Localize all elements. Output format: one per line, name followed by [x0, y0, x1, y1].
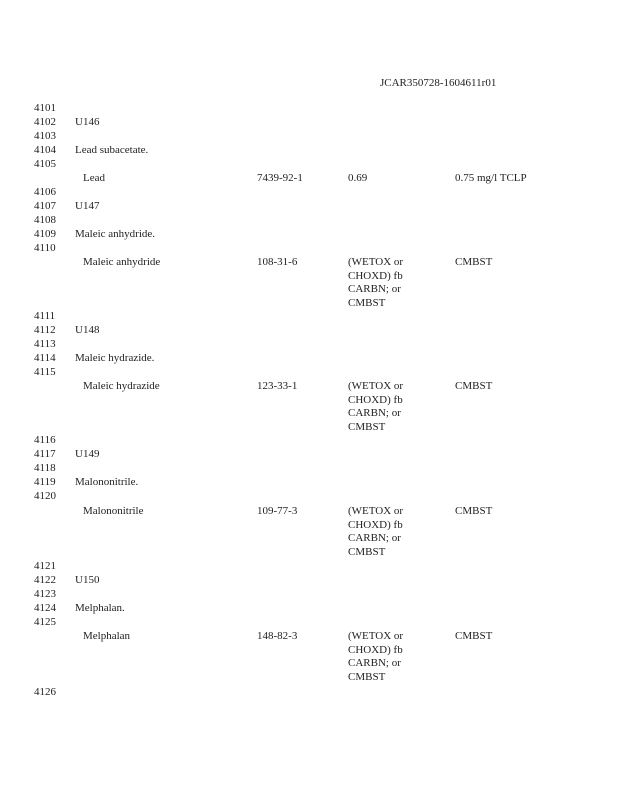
- wastewater-standard: 0.69: [348, 172, 368, 184]
- line-number: 4125: [34, 616, 56, 628]
- waste-code: U150: [75, 574, 100, 586]
- line-number: 4118: [34, 462, 56, 474]
- wastewater-standard: (WETOX or CHOXD) fb CARBN; or CMBST: [348, 256, 404, 310]
- line-number: 4116: [34, 434, 56, 446]
- waste-code: U146: [75, 116, 100, 128]
- cas-number: 148-82-3: [257, 630, 298, 642]
- cas-number: 123-33-1: [257, 380, 298, 392]
- line-number: 4106: [34, 186, 56, 198]
- waste-code: U149: [75, 448, 100, 460]
- line-number: 4112: [34, 324, 56, 336]
- line-number: 4103: [34, 130, 56, 142]
- waste-name: Lead subacetate.: [75, 144, 149, 156]
- nonwastewater-standard: CMBST: [455, 380, 493, 392]
- line-number: 4101: [34, 102, 56, 114]
- cas-number: 108-31-6: [257, 256, 298, 268]
- line-number: 4107: [34, 200, 56, 212]
- line-number: 4120: [34, 490, 56, 502]
- cas-number: 7439-92-1: [257, 172, 303, 184]
- line-number: 4111: [34, 310, 56, 322]
- constituent-name: Maleic anhydride: [83, 256, 161, 268]
- wastewater-standard: (WETOX or CHOXD) fb CARBN; or CMBST: [348, 380, 404, 434]
- line-number: 4104: [34, 144, 56, 156]
- waste-name: Maleic anhydride.: [75, 228, 156, 240]
- constituent-name: Malononitrile: [83, 505, 144, 517]
- line-number: 4109: [34, 228, 56, 240]
- constituent-name: Melphalan: [83, 630, 131, 642]
- line-number: 4126: [34, 686, 56, 698]
- nonwastewater-standard: CMBST: [455, 505, 493, 517]
- wastewater-standard: (WETOX or CHOXD) fb CARBN; or CMBST: [348, 630, 404, 684]
- line-number: 4117: [34, 448, 56, 460]
- nonwastewater-standard: CMBST: [455, 256, 493, 268]
- constituent-name: Maleic hydrazide: [83, 380, 160, 392]
- line-number: 4110: [34, 242, 56, 254]
- line-number: 4121: [34, 560, 56, 572]
- line-number: 4108: [34, 214, 56, 226]
- line-number: 4113: [34, 338, 56, 350]
- constituent-name: Lead: [83, 172, 105, 184]
- cas-number: 109-77-3: [257, 505, 298, 517]
- line-number: 4105: [34, 158, 56, 170]
- line-number: 4123: [34, 588, 56, 600]
- nonwastewater-standard: CMBST: [455, 630, 493, 642]
- waste-name: Maleic hydrazide.: [75, 352, 155, 364]
- waste-name: Melphalan.: [75, 602, 125, 614]
- line-number: 4122: [34, 574, 56, 586]
- waste-code: U148: [75, 324, 100, 336]
- line-number: 4119: [34, 476, 56, 488]
- line-number: 4124: [34, 602, 56, 614]
- line-number: 4102: [34, 116, 56, 128]
- nonwastewater-standard: 0.75 mg/l TCLP: [455, 172, 527, 184]
- line-number: 4114: [34, 352, 56, 364]
- line-number: 4115: [34, 366, 56, 378]
- waste-code: U147: [75, 200, 100, 212]
- document-id: JCAR350728-1604611r01: [380, 77, 497, 89]
- wastewater-standard: (WETOX or CHOXD) fb CARBN; or CMBST: [348, 505, 404, 559]
- waste-name: Malononitrile.: [75, 476, 139, 488]
